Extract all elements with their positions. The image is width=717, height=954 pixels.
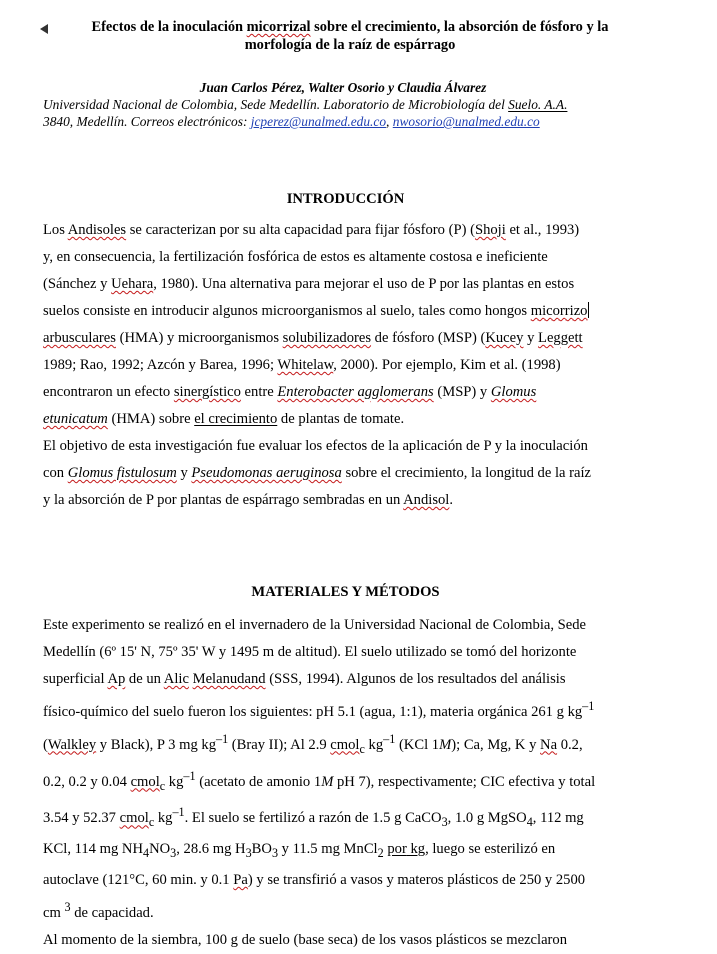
text-run: (HMA) y microorganismos <box>115 330 283 346</box>
text-run: kg <box>410 841 426 858</box>
text-line <box>43 460 648 487</box>
text-run: et al., 1993) <box>505 222 580 238</box>
text-run: cmol <box>130 773 160 790</box>
text-line <box>43 352 648 379</box>
document-title <box>40 18 660 54</box>
text-run: , 1.0 g MgSO <box>447 810 527 827</box>
text-run: autoclave (121°C, 60 min. y 0.1 <box>43 872 234 889</box>
text-run: kg <box>364 736 384 753</box>
text-run: y <box>176 465 192 481</box>
email-link-nwosorio[interactable]: nwosorio@unalmed.edu.co <box>392 114 540 129</box>
text-run: pH 7), respectivamente; CIC efectiva y total <box>333 773 596 790</box>
text-run: encontraron un efecto <box>43 384 174 400</box>
text-run: ( <box>43 736 48 753</box>
text-run: suelos consiste en introducir algunos microorganismos al suelo, tales como hongos <box>43 303 531 319</box>
text-run: BO <box>251 841 272 858</box>
text-run: y la absorción de P por plantas de espárrago sembradas en un <box>43 492 404 508</box>
text-run: de plantas de tomate. <box>277 411 405 427</box>
text-run: Na <box>540 736 558 753</box>
text-run: Universidad Nacional de Colombia, Sede Medellín. Laboratorio de Microbiología del <box>43 97 509 112</box>
text-run: NO <box>149 841 171 858</box>
text-run: 3 <box>271 846 279 861</box>
text-run: y 11.5 mg MnCl <box>278 841 378 858</box>
text-run: sobre el crecimiento, la longitud de la raíz <box>341 465 592 481</box>
text-line <box>43 666 648 693</box>
text-run: de un <box>125 671 164 687</box>
text-line <box>43 271 648 298</box>
text-run: 3 <box>64 900 71 915</box>
text-line <box>43 379 648 406</box>
text-run: 0.2, 0.2 y 0.04 <box>43 773 131 790</box>
text-run: –1 <box>172 805 185 820</box>
text-run: Kucey <box>485 330 524 346</box>
text-run: (MSP) y <box>433 384 491 400</box>
text-run: de fósforo (MSP) ( <box>371 330 486 346</box>
text-line <box>40 18 660 36</box>
text-line: Este experimento se realizó en el invernadero de la Universidad Nacional de Colombia, Sede <box>43 617 587 633</box>
text-run: –1 <box>216 731 229 746</box>
text-line <box>43 406 648 433</box>
text-run: (Bray II); Al 2.9 <box>228 736 331 753</box>
text-run: etunicatum <box>43 411 108 427</box>
text-run: 4 <box>526 815 533 830</box>
text-run: –1 <box>582 699 595 713</box>
text-run: solubilizadores <box>282 330 372 346</box>
text-run: . <box>449 492 454 508</box>
text-run: ); Ca, Mg, K y <box>451 736 541 753</box>
text-run: KCl, 114 mg NH <box>43 841 143 858</box>
text-line: El objetivo de esta investigación fue evaluar los efectos de la aplicación de P y la inoculación <box>43 438 588 454</box>
text-run: y <box>523 330 539 346</box>
text-run: micorrizo <box>530 303 588 319</box>
text-run: Ap <box>107 671 126 687</box>
text-run: –1 <box>383 731 396 746</box>
text-line: y, en consecuencia, la fertilización fosfórica de estos es altamente costosa e ineficiente <box>43 249 548 265</box>
text-line <box>43 96 653 113</box>
text-cursor <box>588 302 589 318</box>
text-run: se caracterizan por su alta capacidad para fijar fósforo (P) ( <box>126 222 475 238</box>
text-run: 2 <box>377 846 384 861</box>
text-run: ) y se transfirió a vasos y materos plásticos de 250 y 2500 <box>247 872 586 889</box>
text-run: Alic <box>163 671 189 687</box>
text-run: Glomus <box>490 384 537 400</box>
text-run: 3 <box>441 815 448 830</box>
text-run: Suelo. A.A. <box>508 97 568 112</box>
intro-heading: INTRODUCCIÓN <box>286 191 405 207</box>
text-run: (acetato de amonio 1 <box>195 773 322 790</box>
text-run: (HMA) sobre <box>107 411 195 427</box>
text-line: Medellín (6º 15' N, 75º 35' W y 1495 m de altitud). El suelo utilizado se tomó del horizonte <box>43 644 577 660</box>
text-run: , 2000). Por ejemplo, Kim et al. (1998) <box>333 357 561 373</box>
text-run: , 28.6 mg H <box>176 841 246 858</box>
text-run: Uehara <box>111 276 154 292</box>
text-run: Andisoles <box>67 222 127 238</box>
text-run: sinergístico <box>173 384 241 400</box>
text-run: Enterobacter agglomerans <box>277 384 434 400</box>
text-line <box>43 217 648 244</box>
text-line: morfología de la raíz de espárrago <box>244 37 456 53</box>
text-run: (KCl 1 <box>395 736 440 753</box>
text-run: (SSS, 1994). Algunos de los resultados del análisis <box>265 671 566 687</box>
text-line <box>43 799 648 836</box>
text-run: por <box>387 841 407 858</box>
text-run: arbusculares <box>43 330 116 346</box>
text-run: entre <box>240 384 278 400</box>
text-line <box>43 113 653 130</box>
affiliation <box>43 96 653 130</box>
text-run: c <box>159 778 166 793</box>
text-line <box>43 763 648 800</box>
text-run: 4 <box>143 846 150 861</box>
text-run: 0.2, <box>557 736 583 753</box>
text-run: , <box>386 114 393 129</box>
intro-paragraph[interactable] <box>43 217 648 514</box>
text-line <box>43 325 648 352</box>
text-run: 3.54 y 52.37 <box>43 810 120 827</box>
text-run: con <box>43 465 68 481</box>
text-run: 1989; Rao, 1992; Azcón y Barea, 1996; <box>43 357 278 373</box>
text-run: , 1980). Una alternativa para mejorar el uso de P por las plantas en estos <box>153 276 575 292</box>
email-link-jcperez[interactable]: jcperez@unalmed.edu.co <box>250 114 387 129</box>
text-run: el crecimiento <box>194 411 278 427</box>
text-run: Efectos de la inoculación <box>91 19 247 35</box>
text-run: Leggett <box>538 330 583 346</box>
text-run: cm <box>43 904 65 921</box>
text-run: Andisol <box>403 492 450 508</box>
text-run: (Sánchez y <box>43 276 112 292</box>
text-run: Whitelaw <box>277 357 334 373</box>
text-run: 3 <box>170 846 177 861</box>
text-line <box>43 867 648 894</box>
text-run: superficial <box>43 671 108 687</box>
text-run: 3840, Medellín. Correos electrónicos: <box>43 114 251 129</box>
text-run: de capacidad. <box>70 904 154 921</box>
text-run: . El suelo se fertilizó a razón de 1.5 g CaCO <box>184 810 442 827</box>
text-run: –1 <box>183 768 196 783</box>
text-run: c <box>359 741 365 756</box>
text-run: Melanudand <box>192 671 266 687</box>
text-run: cmol <box>330 736 360 753</box>
text-run: M <box>439 736 452 753</box>
text-line: Al momento de la siembra, 100 g de suelo (base seca) de los vasos plásticos se mezclaron <box>43 931 568 948</box>
text-run: Pa <box>233 872 248 889</box>
text-run: 3 <box>245 846 252 861</box>
text-run: , 112 mg <box>532 810 584 827</box>
text-run: físico-químico del suelo fueron los siguientes: pH 5.1 (agua, 1:1), materia orgánica 261 g kg <box>43 703 583 720</box>
text-run: y Black), P 3 mg kg <box>96 736 216 753</box>
text-run: kg <box>154 810 173 827</box>
text-run: Pseudomonas aeruginosa <box>191 465 342 481</box>
text-run: Shoji <box>474 222 506 238</box>
authors: Juan Carlos Pérez, Walter Osorio y Claudia Álvarez <box>199 80 487 95</box>
text-line <box>43 894 648 927</box>
methods-paragraph[interactable] <box>43 612 648 954</box>
text-run: M <box>321 773 334 790</box>
text-run: Glomus fistulosum <box>67 465 177 481</box>
text-run: cmol <box>119 810 149 827</box>
text-line <box>43 487 648 514</box>
text-line <box>43 298 648 325</box>
methods-heading: MATERIALES Y MÉTODOS <box>251 584 440 600</box>
text-line <box>43 726 648 763</box>
text-run: Walkley <box>47 736 97 753</box>
text-run: kg <box>165 773 184 790</box>
text-run: Los <box>43 222 68 238</box>
text-line <box>43 693 648 726</box>
text-run: micorrizal <box>246 19 311 35</box>
text-run: c <box>148 815 155 830</box>
text-run: , luego se esterilizó en <box>425 841 556 858</box>
text-run: sobre el crecimiento, la absorción de fósforo y la <box>310 19 609 35</box>
text-line <box>43 836 648 867</box>
